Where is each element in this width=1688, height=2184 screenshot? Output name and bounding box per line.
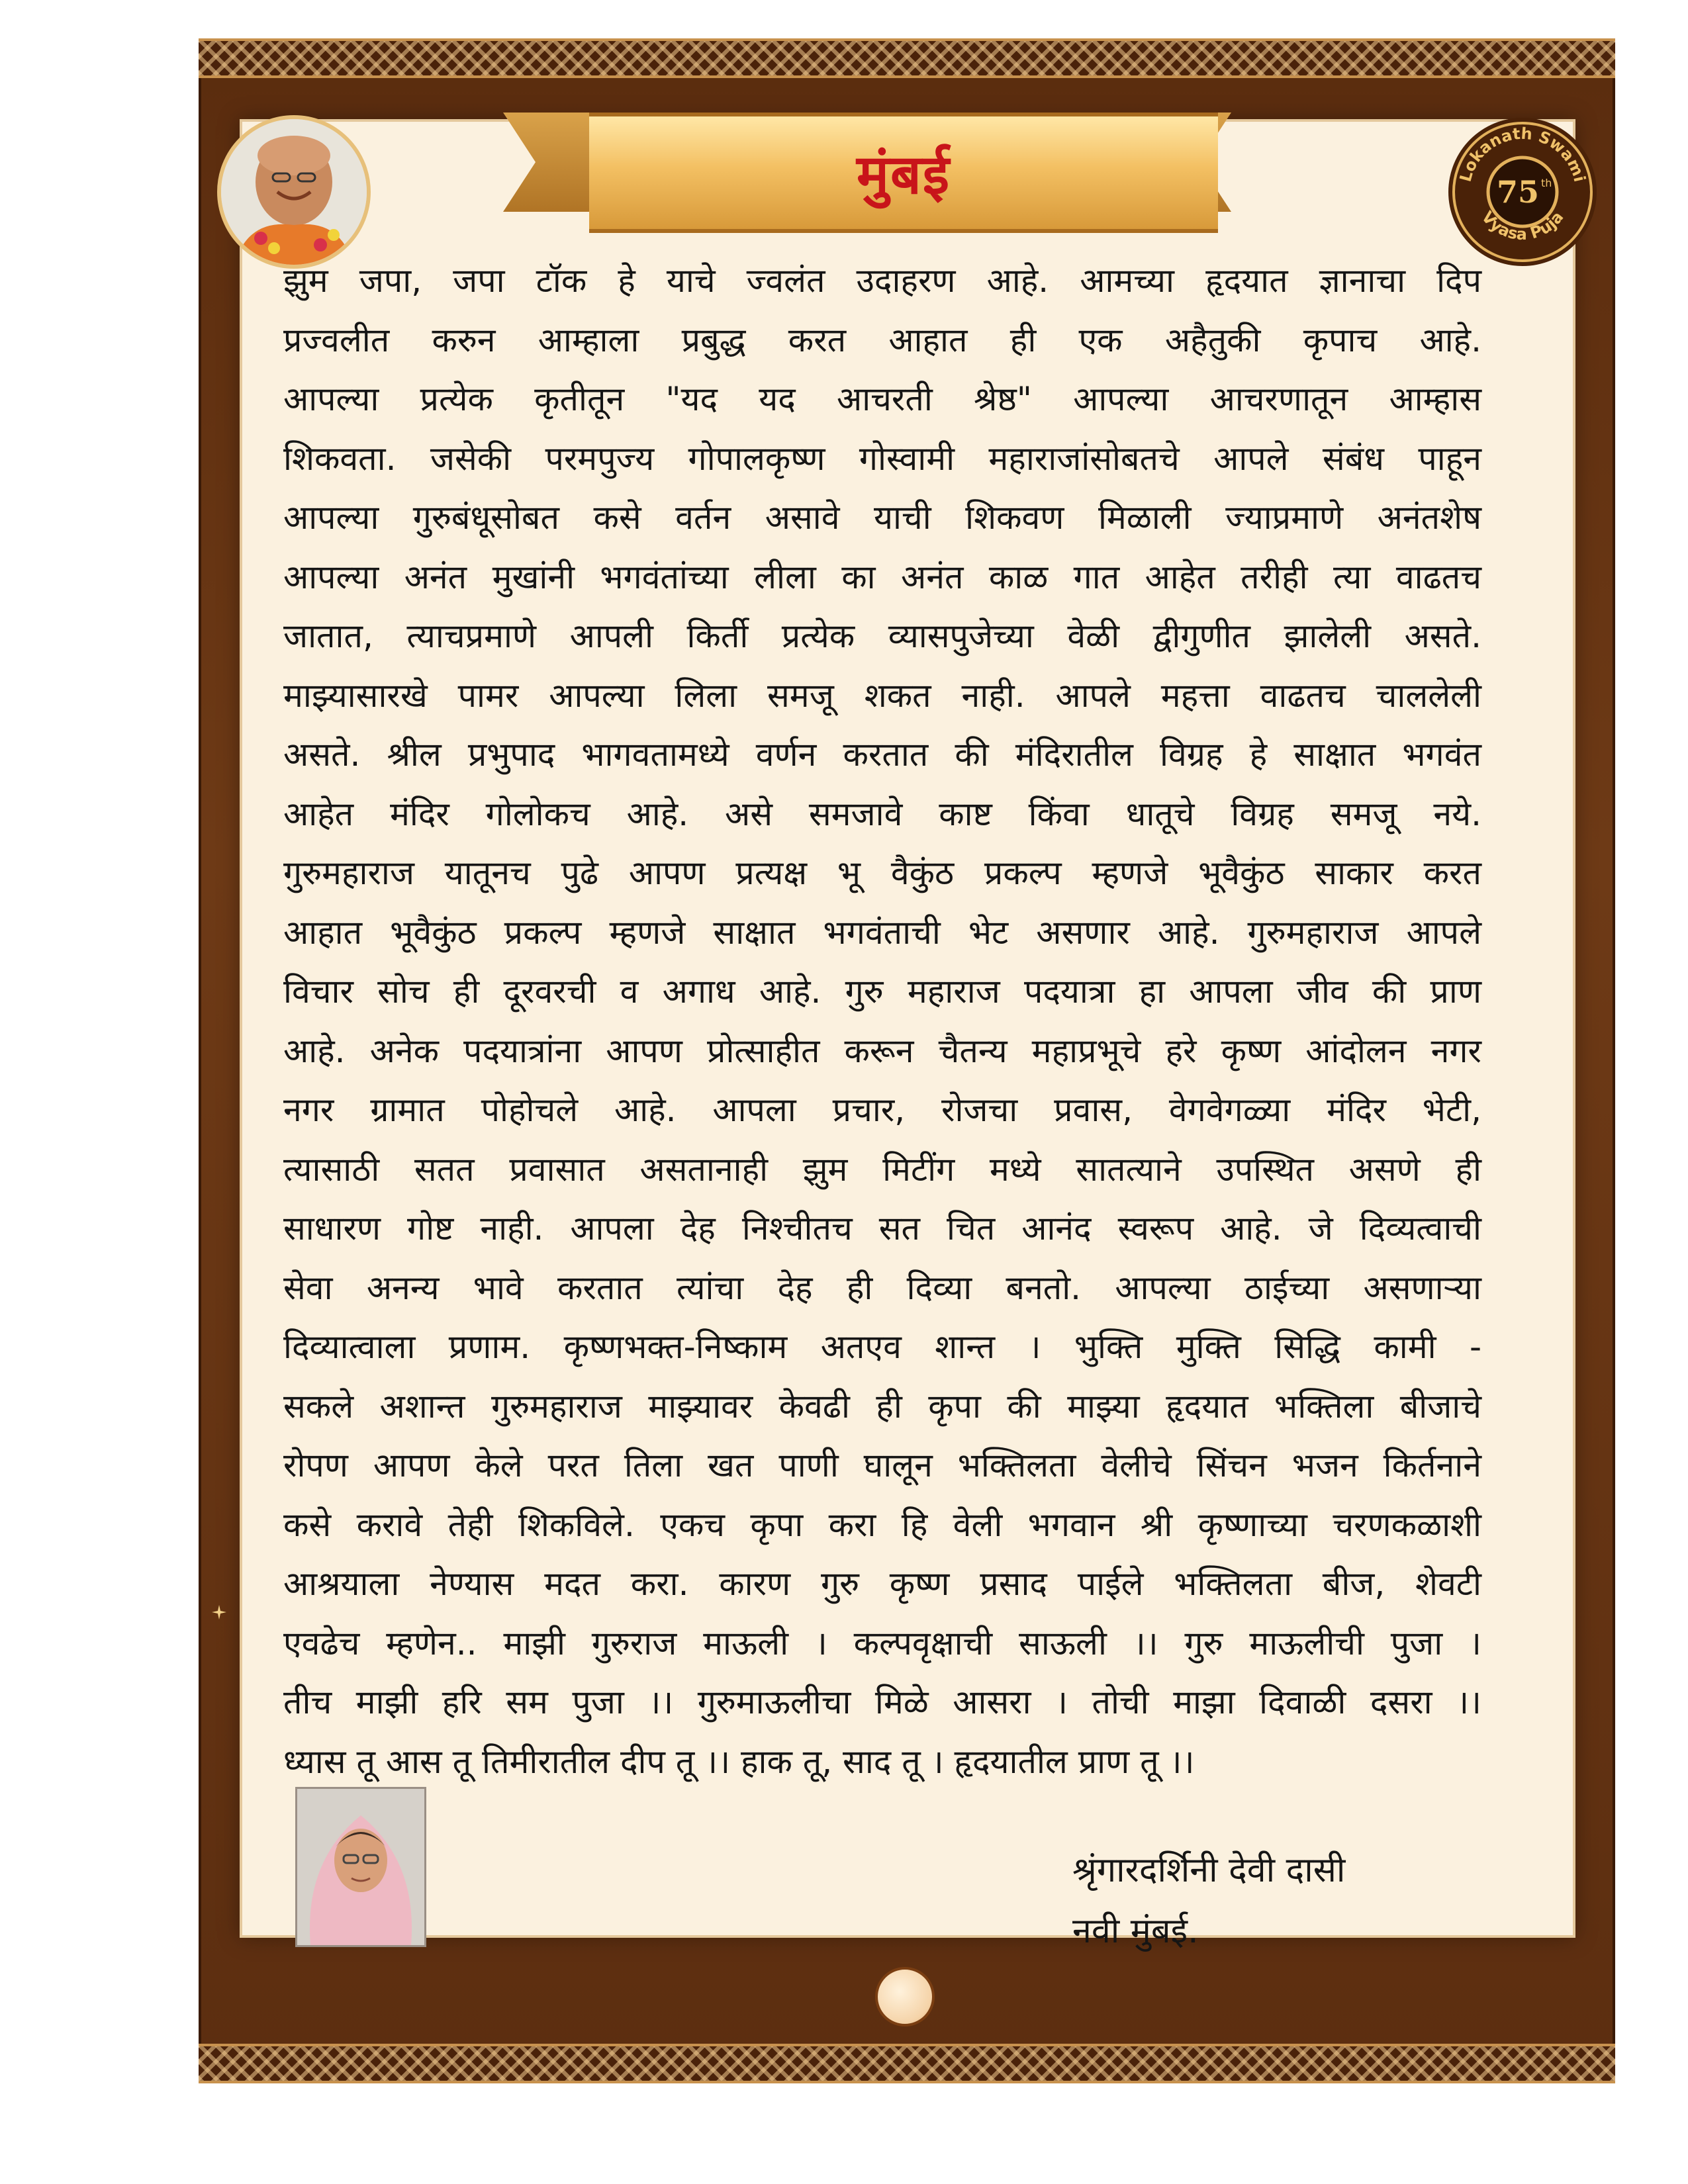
- body-line: गुरुमहाराज यातूनच पुढे आपण प्रत्यक्ष भू वैकुंठ प्रकल्प म्हणजे भूवैकुंठ साकार करत: [283, 854, 1481, 892]
- author-photo-image: [297, 1789, 424, 1945]
- badge-number-suffix: th: [1541, 177, 1552, 189]
- body-line: दिव्यात्वाला प्रणाम. कृष्णभक्त-निष्काम अतएव शान्त । भुक्ति मुक्ति सिद्धि कामी -: [283, 1328, 1481, 1366]
- body-line: नगर ग्रामात पोहोचले आहे. आपला प्रचार, रोजचा प्रवास, वेगवेगळ्या मंदिर भेटी,: [283, 1091, 1481, 1129]
- guru-portrait: [217, 115, 371, 269]
- body-line: एवढेच म्हणेन.. माझी गुरुराज माऊली । कल्पवृक्षाची साऊली ।। गुरु माऊलीची पुजा ।: [283, 1623, 1481, 1662]
- body-line: तीच माझी हरि सम पुजा ।। गुरुमाऊलीचा मिळे आसरा । तोची माझा दिवाळी दसरा ।।: [283, 1683, 1481, 1721]
- body-line: आपल्या अनंत मुखांनी भगवंतांच्या लीला का अनंत काळ गात आहेत तरीही त्या वाढतच: [283, 557, 1481, 596]
- sparkle-icon: [212, 1605, 226, 1619]
- body-line: असते. श्रील प्रभुपाद भागवतामध्ये वर्णन करतात की मंदिरातील विग्रह हे साक्षात भगवंत: [283, 735, 1481, 774]
- top-ornamental-border: [199, 38, 1615, 78]
- author-name: श्रृंगारदर्शिनी देवी दासी: [1072, 1850, 1346, 1890]
- body-line: सेवा अनन्य भावे करतात त्यांचा देह ही दिव्या बनतो. आपल्या ठाईच्या असणाऱ्या: [283, 1268, 1481, 1307]
- body-line: त्यासाठी सतत प्रवासात असतानाही झुम मिटींग मध्ये सातत्याने उपस्थित असणे ही: [283, 1150, 1481, 1189]
- body-line: झुम जपा, जपा टॉक हे याचे ज्वलंत उदाहरण आहे. आमच्या हृदयात ज्ञानाचा दिप: [283, 261, 1481, 300]
- body-line: शिकवता. जसेकी परमपुज्य गोपालकृष्ण गोस्वामी महाराजांसोबतचे आपले संबंध पाहून: [283, 439, 1481, 478]
- body-line: आहे. अनेक पदयात्रांना आपण प्रोत्साहीत करून चैतन्य महाप्रभूचे हरे कृष्ण आंदोलन नगर: [283, 1031, 1481, 1070]
- page-title: मुंबई: [856, 144, 951, 206]
- body-line: साधारण गोष्ट नाही. आपला देह निश्चीतच सत चित आनंद स्वरूप आहे. जे दिव्यत्वाची: [283, 1209, 1481, 1248]
- bottom-ornamental-border: [199, 2044, 1615, 2083]
- page-ornament-dot: [875, 1967, 935, 2026]
- body-line: सकले अशान्त गुरुमहाराज माझ्यावर केवढी ही कृपा की माझ्या हृदयात भक्तिला बीजाचे: [283, 1387, 1481, 1426]
- body-line: कसे करावे तेही शिकविले. एकच कृपा करा हि वेली भगवान श्री कृष्णाच्या चरणकळाशी: [283, 1505, 1481, 1544]
- body-line: आहात भूवैकुंठ प्रकल्प म्हणजे साक्षात भगवंताची भेट असणार आहे. गुरुमहाराज आपले: [283, 913, 1481, 952]
- body-line: आपल्या प्रत्येक कृतीतून "यद यद आचरती श्रेष्ठ" आपल्या आचरणातून आम्हास: [283, 380, 1481, 418]
- body-line: ध्यास तू आस तू तिमीरातील दीप तू ।। हाक तू, साद तू । हृदयातील प्राण तू ।।: [283, 1742, 1195, 1781]
- badge-bottom-text: Vyasa Puja: [1477, 207, 1568, 244]
- body-line: आहेत मंदिर गोलोकच आहे. असे समजावे काष्ट किंवा धातूचे विग्रह समजू नये.: [283, 794, 1481, 833]
- title-ribbon: [589, 113, 1218, 233]
- letter-body: [283, 251, 1481, 1792]
- author-place: नवी मुंबई.: [1072, 1911, 1199, 1951]
- body-line: आपल्या गुरुबंधूसोबत कसे वर्तन असावे याची शिकवण मिळाली ज्याप्रमाणे अनंतशेष: [283, 498, 1481, 537]
- guru-portrait-image: [221, 119, 367, 265]
- body-line: प्रज्वलीत करुन आम्हाला प्रबुद्ध करत आहात ही एक अहैतुकी कृपाच आहे.: [283, 320, 1481, 359]
- body-line: माझ्यासारखे पामर आपल्या लिला समजू शकत नाही. आपले महत्ता वाढतच चाललेली: [283, 676, 1481, 715]
- body-line: रोपण आपण केले परत तिला खत पाणी घालून भक्तिलता वेलीचे सिंचन भजन किर्तनाने: [283, 1446, 1481, 1484]
- author-photo: [295, 1787, 426, 1947]
- badge-number: 75: [1496, 174, 1540, 210]
- vyasa-puja-75-badge: [1443, 113, 1602, 271]
- signature-block: [1072, 1840, 1345, 1962]
- body-line: विचार सोच ही दूरवरची व अगाध आहे. गुरु महाराज पदयात्रा हा आपला जीव की प्राण: [283, 972, 1481, 1011]
- badge-top-text: Lokanath Swami: [1456, 124, 1589, 184]
- body-line: जातात, त्याचप्रमाणे आपली किर्ती प्रत्येक व्यासपुजेच्या वेळी द्वीगुणीत झालेली असते.: [283, 617, 1481, 655]
- body-line: आश्रयाला नेण्यास मदत करा. कारण गुरु कृष्ण प्रसाद पाईले भक्तिलता बीज, शेवटी: [283, 1565, 1481, 1603]
